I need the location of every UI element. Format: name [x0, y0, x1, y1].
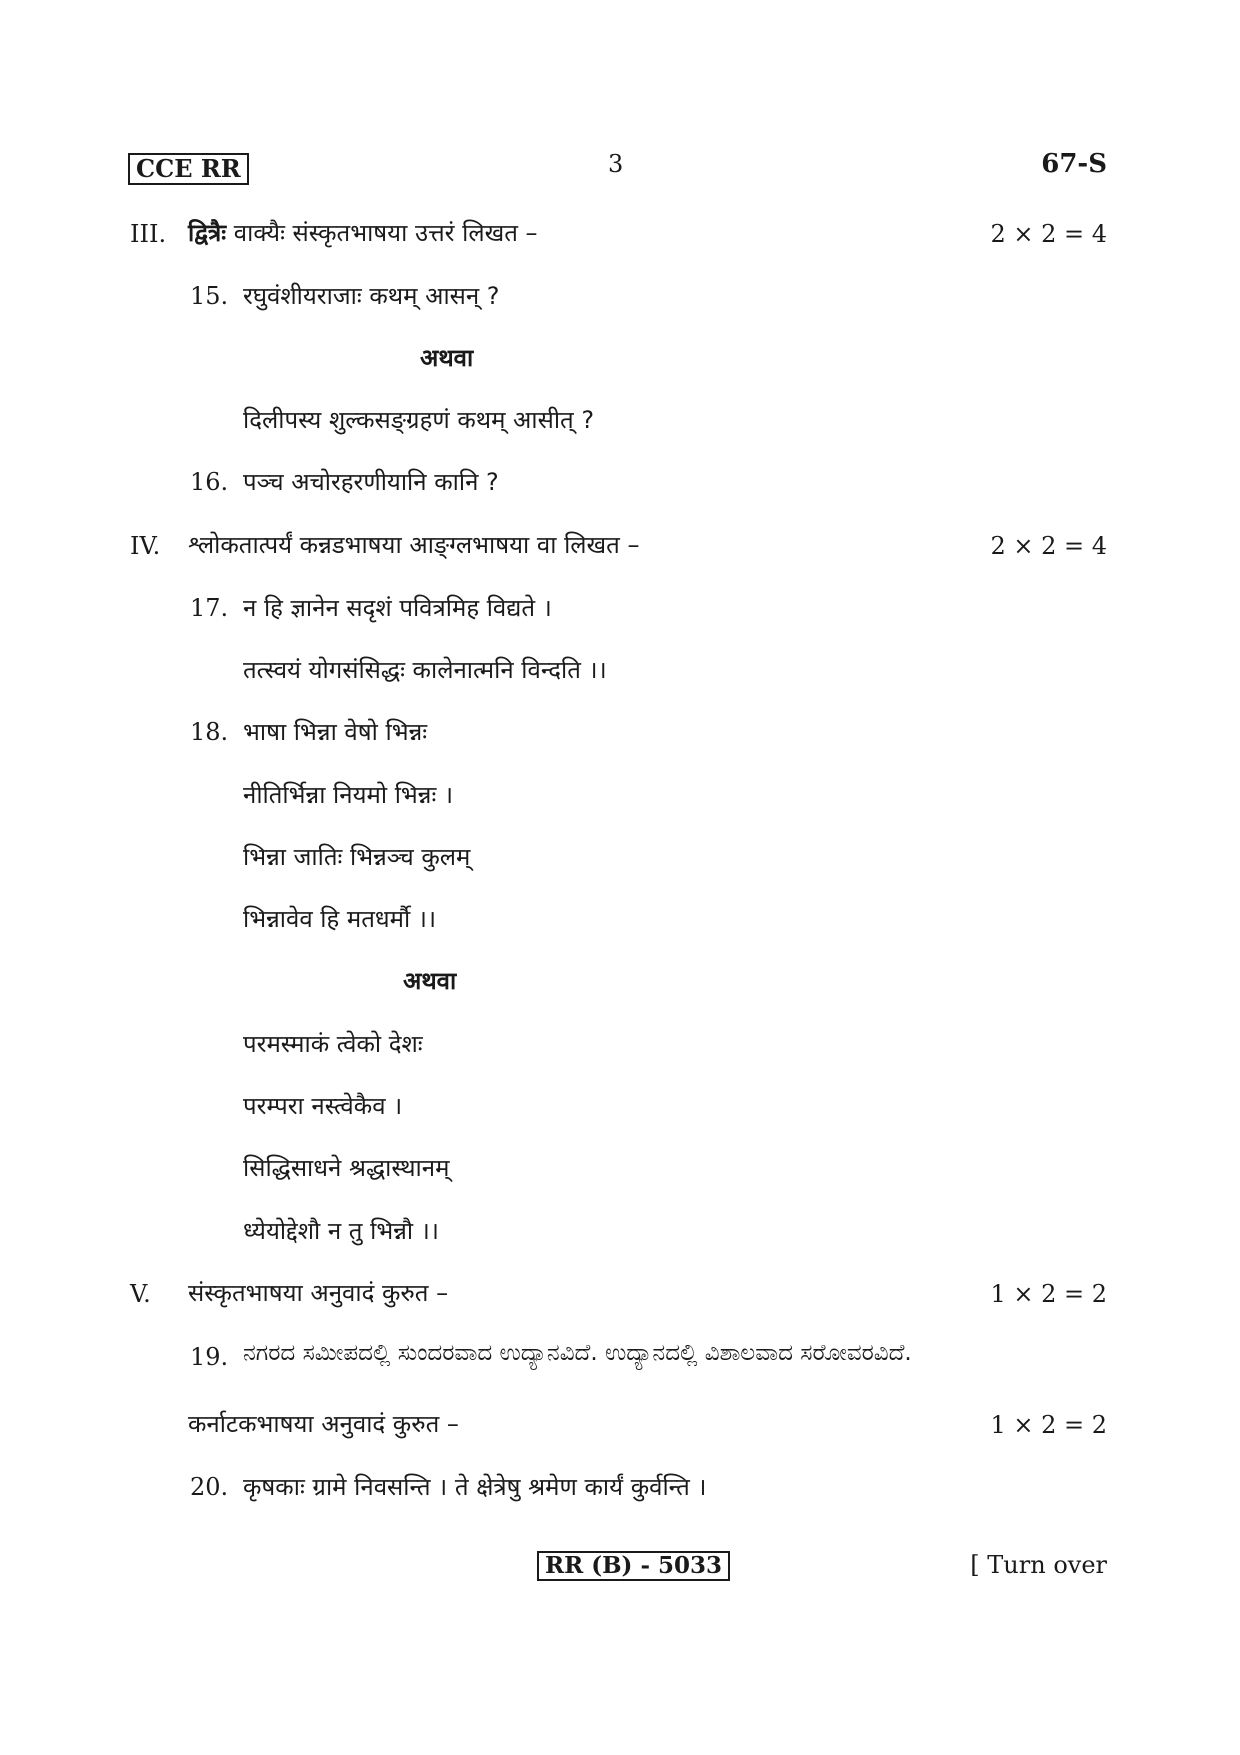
q15-number: 15. — [190, 282, 229, 310]
q15-text: रघुवंशीयराजाः कथम् आसन् ? — [243, 282, 500, 310]
section-III-numeral: III. — [130, 220, 167, 248]
q15-alternative: दिलीपस्य शुल्कसङ्ग्रहणं कथम् आसीत् ? — [243, 406, 595, 434]
q18-alt-line-3: सिद्धिसाधने श्रद्धास्थानम् — [243, 1154, 450, 1182]
q18-line-2: नीतिर्भिन्ना नियमो भिन्नः । — [243, 781, 454, 809]
q20-text: कृषकाः ग्रामे निवसन्ति । ते क्षेत्रेषु श्रमेण कार्यं कुर्वन्ति । — [243, 1473, 707, 1501]
or-label-2: अथवा — [403, 967, 457, 995]
section-III-instruction — [188, 216, 538, 249]
turn-over-label: [ Turn over — [970, 1551, 1107, 1579]
section-III-instruction-rest: वाक्यैः संस्कृतभाषया उत्तरं लिखत – — [226, 219, 538, 247]
q19-number: 19. — [190, 1343, 229, 1371]
section-V-instruction-1: संस्कृतभाषया अनुवादं कुरुत – — [188, 1279, 449, 1307]
paper-code: 67-S — [1041, 149, 1107, 179]
section-V-instruction-2: कर्नाटकभाषया अनुवादं कुरुत – — [188, 1410, 459, 1438]
q20-number: 20. — [190, 1473, 229, 1501]
q18-line-4: भिन्नावेव हि मतधर्मौ ।। — [243, 905, 437, 933]
q17-line-1: न हि ज्ञानेन सदृशं पवित्रमिह विद्यते । — [243, 594, 552, 622]
footer-code-box: RR (B) - 5033 — [537, 1551, 730, 1581]
q18-line-3: भिन्ना जातिः भिन्नञ्च कुलम् — [243, 843, 471, 871]
section-III-instruction-bold: द्वित्रैः — [188, 219, 227, 247]
q18-alt-line-1: परमस्माकं त्वेको देशः — [243, 1030, 423, 1058]
section-IV-numeral: IV. — [130, 532, 161, 560]
section-V-marks-2: 1 × 2 = 2 — [990, 1411, 1107, 1439]
q19-text: ನಗರದ ಸಮೀಪದಲ್ಲಿ ಸುಂದರವಾದ ಉದ್ಯಾನವಿದೆ. ಉದ್ಯಾನದಲ್ಲಿ ವಿಶಾಲವಾದ ಸರೋವರವಿದೆ. — [243, 1340, 912, 1366]
header-code-box: CCE RR — [128, 153, 249, 185]
q16-text: पञ्च अचोरहरणीयानि कानि ? — [243, 468, 499, 496]
or-label-1: अथवा — [420, 344, 474, 372]
q18-alt-line-4: ध्येयोद्देशौ न तु भिन्नौ ।। — [243, 1217, 439, 1245]
page-number: 3 — [608, 150, 624, 178]
q17-number: 17. — [190, 594, 229, 622]
section-IV-marks: 2 × 2 = 4 — [990, 532, 1107, 560]
q18-line-1: भाषा भिन्ना वेषो भिन्नः — [243, 718, 428, 746]
section-IV-instruction: श्लोकतात्पर्यं कन्नडभाषया आङ्ग्लभाषया वा लिखत – — [188, 531, 640, 559]
q18-number: 18. — [190, 718, 229, 746]
q17-line-2: तत्स्वयं योगसंसिद्धः कालेनात्मनि विन्दति ।। — [243, 656, 607, 684]
section-V-numeral: V. — [130, 1280, 151, 1308]
q18-alt-line-2: परम्परा नस्त्वेकैव । — [243, 1092, 403, 1120]
section-V-marks-1: 1 × 2 = 2 — [990, 1280, 1107, 1308]
q16-number: 16. — [190, 468, 229, 496]
section-III-marks: 2 × 2 = 4 — [990, 220, 1107, 248]
